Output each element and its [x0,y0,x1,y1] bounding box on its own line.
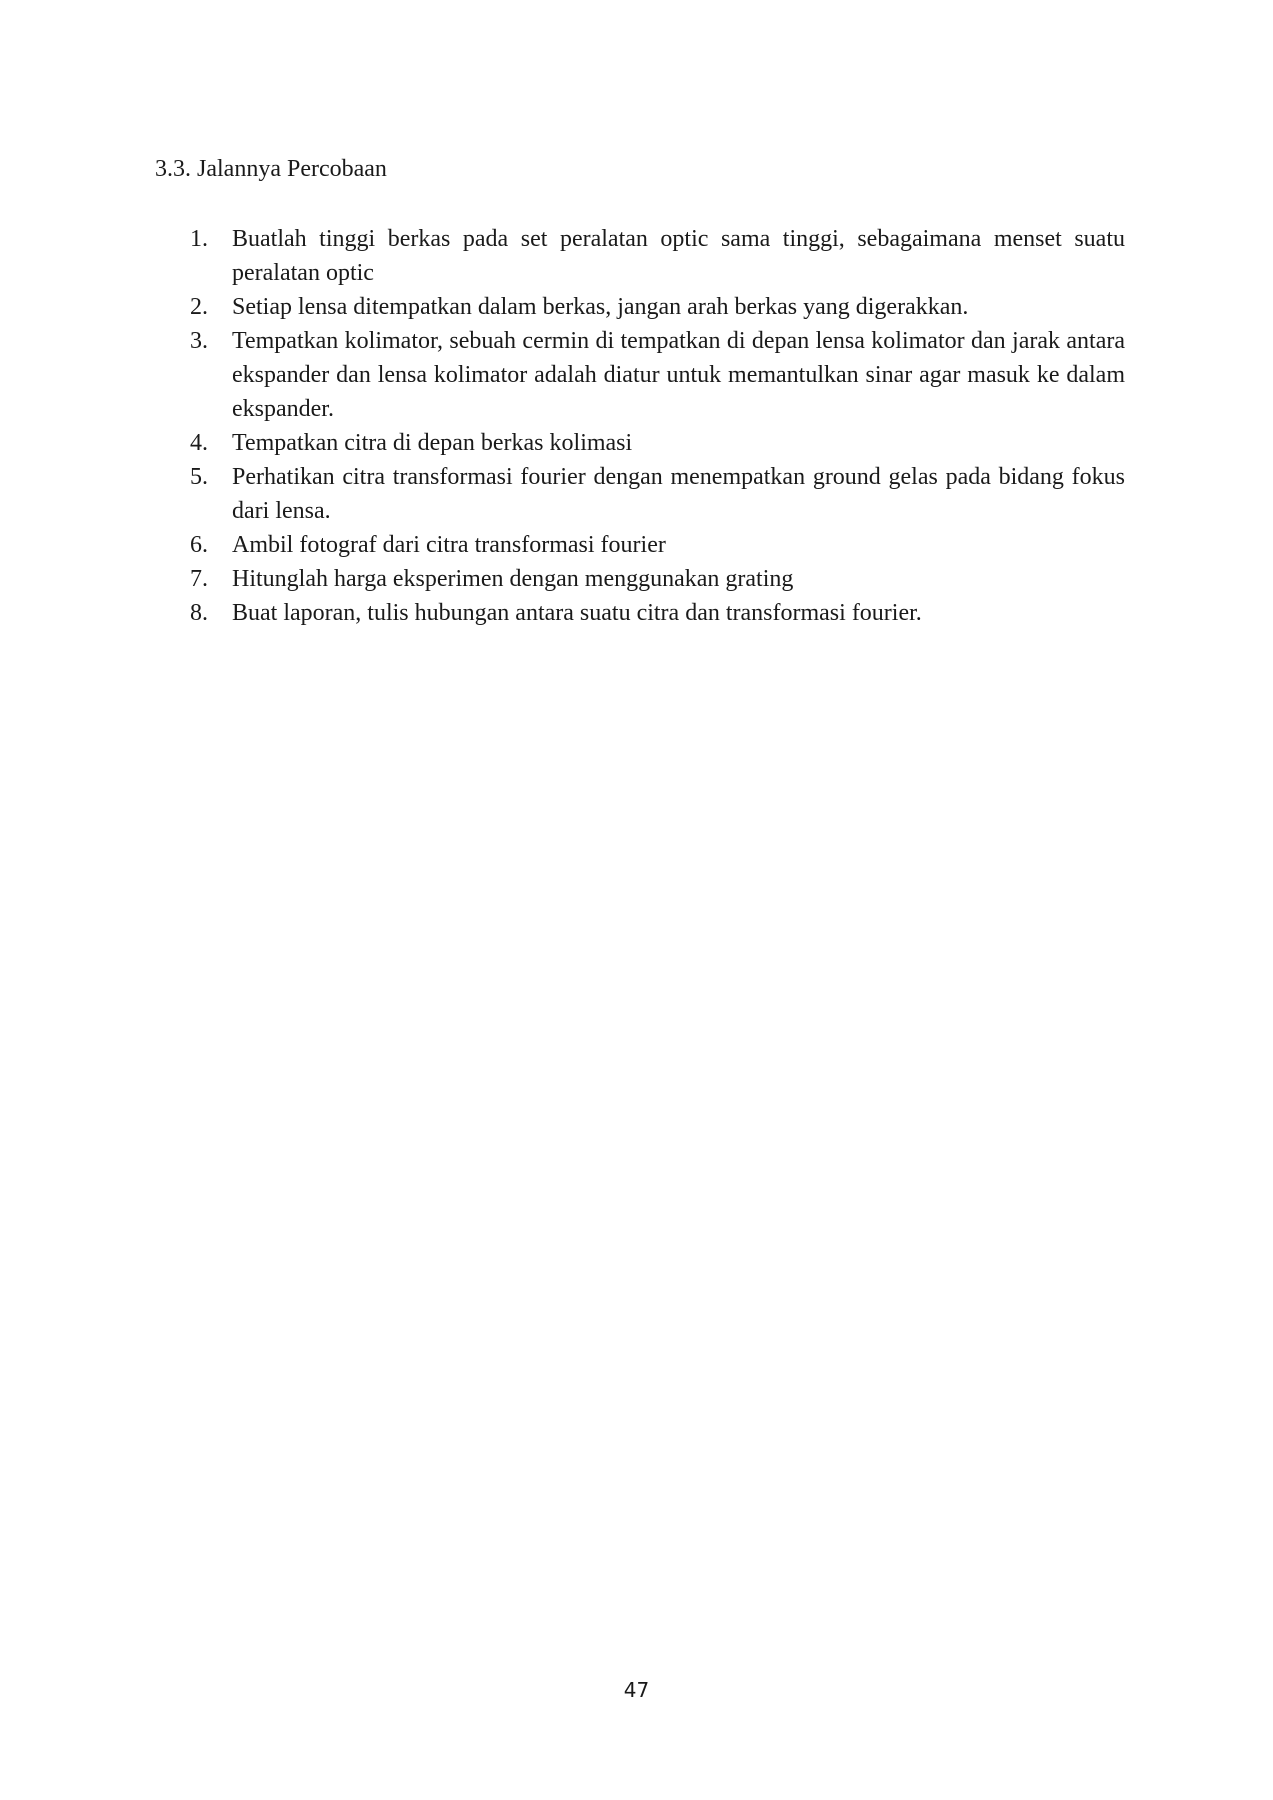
procedure-step [155,460,1125,528]
step-number: 7. [190,566,208,592]
step-text: Setiap lensa ditempatkan dalam berkas, jangan arah berkas yang digerakkan. [232,294,969,320]
step-number: 2. [190,294,208,320]
step-number: 6. [190,532,208,558]
step-text: Tempatkan kolimator, sebuah cermin di tempatkan di depan lensa kolimator dan jarak antara ekspander dan lensa kolimator adalah diatur untuk memantulkan sinar agar masuk ke dalam ekspander. [232,328,1125,422]
step-text: Perhatikan citra transformasi fourier dengan menempatkan ground gelas pada bidang fokus dari lensa. [232,464,1125,524]
procedure-step [155,222,1125,290]
step-text: Buat laporan, tulis hubungan antara suatu citra dan transformasi fourier. [232,600,922,626]
page-number: 47 [623,1678,650,1702]
procedure-step [155,528,1125,562]
procedure-step [155,426,1125,460]
step-number: 8. [190,600,208,626]
step-text: Ambil fotograf dari citra transformasi fourier [232,532,666,558]
step-number: 1. [190,226,208,252]
step-text: Tempatkan citra di depan berkas kolimasi [232,430,633,456]
step-number: 5. [190,464,208,490]
procedure-step [155,596,1125,630]
step-number: 3. [190,328,208,354]
procedure-step-list [155,222,1125,630]
step-text: Hitunglah harga eksperimen dengan menggunakan grating [232,566,794,592]
section-heading: 3.3. Jalannya Percobaan [155,156,387,182]
procedure-step [155,562,1125,596]
step-text: Buatlah tinggi berkas pada set peralatan optic sama tinggi, sebagaimana menset suatu peralatan optic [232,226,1125,286]
step-number: 4. [190,430,208,456]
procedure-step [155,324,1125,426]
procedure-step [155,290,1125,324]
